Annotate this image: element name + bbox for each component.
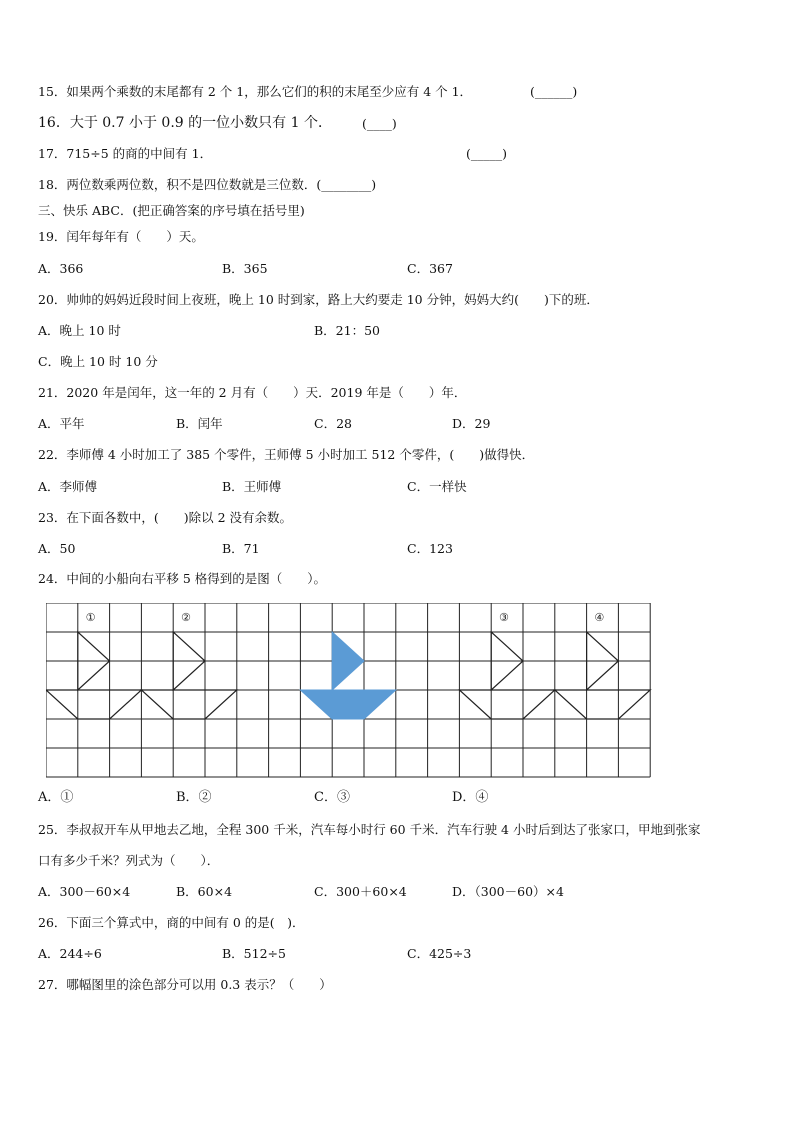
question-24-text: 24．中间的小船向右平移 5 格得到的是图（ ）。 (38, 571, 327, 586)
boat-1 (46, 632, 141, 719)
boat-2-hull (141, 690, 236, 719)
question-16-text: 16．大于 0.7 小于 0.9 的一位小数只有 1 个． (38, 115, 332, 131)
question-21 (38, 385, 466, 401)
question-16-answer[interactable]: (____) (362, 116, 397, 131)
boat-center-hull (300, 690, 395, 719)
figure-label-1: ① (85, 610, 96, 624)
question-16 (38, 115, 332, 131)
q20-option-a[interactable]: A．晚上 10 时 (38, 323, 121, 338)
question-18-text: 18．两位数乘两位数，积不是四位数就是三位数．(________) (38, 177, 377, 192)
question-17-text: 17．715÷5 的商的中间有 1． (38, 146, 213, 161)
figure-label-4: ④ (594, 610, 605, 624)
question-22-text: 22．李师傅 4 小时加工了 385 个零件，王师傅 5 小时加工 512 个零件，( )做得快． (38, 447, 535, 462)
question-21-text: 21．2020 年是闰年，这一年的 2 月有（ ）天．2019 年是（ ）年． (38, 385, 467, 400)
figure-labels (86, 611, 605, 624)
q19-option-a[interactable]: A．366 (38, 261, 84, 276)
question-18 (38, 177, 376, 193)
question-19 (38, 229, 204, 245)
q21-option-a[interactable]: A．平年 (38, 416, 85, 431)
q24-option-b[interactable]: B．② (176, 790, 212, 805)
question-17 (38, 146, 212, 162)
q24-option-d[interactable]: D．④ (452, 790, 489, 805)
section-3-heading (38, 203, 305, 219)
boats (46, 632, 650, 719)
boat-center-sail (332, 632, 364, 690)
q21-option-d[interactable]: D．29 (452, 416, 491, 431)
question-15 (38, 84, 472, 100)
question-15-answer[interactable]: (______) (530, 84, 578, 99)
boat-2 (141, 632, 236, 719)
question-24 (38, 571, 326, 587)
q26-option-c[interactable]: C．425÷3 (407, 946, 472, 961)
question-20-text: 20．帅帅的妈妈近段时间上夜班，晚上 10 时到家，路上大约要走 10 分钟，妈妈大约( )下的班． (38, 292, 599, 307)
q23-option-c[interactable]: C．123 (407, 541, 453, 556)
boat-center (300, 632, 395, 719)
question-25-text-2: 口有多少千米？列式为（ ）． (38, 853, 220, 868)
question-25-line-2 (38, 853, 219, 869)
q26-option-a[interactable]: A．244÷6 (38, 946, 102, 961)
q25-option-a[interactable]: A．300－60×4 (38, 884, 131, 899)
question-26 (38, 915, 305, 931)
figure-label-3: ③ (498, 610, 509, 624)
question-22 (38, 447, 534, 463)
q22-option-c[interactable]: C．一样快 (407, 479, 467, 494)
question-23-text: 23．在下面各数中，( )除以 2 没有余数。 (38, 510, 293, 525)
question-23 (38, 510, 292, 526)
boat-3 (459, 632, 554, 719)
question-26-text: 26．下面三个算式中，商的中间有 0 的是( )． (38, 915, 305, 930)
q25-option-b[interactable]: B．60×4 (176, 884, 233, 899)
q22-option-a[interactable]: A．李师傅 (38, 479, 98, 494)
boat-3-hull (459, 690, 554, 719)
q21-option-c[interactable]: C．28 (314, 416, 352, 431)
question-17-answer[interactable]: (_____) (466, 146, 508, 161)
q20-option-c[interactable]: C．晚上 10 时 10 分 (38, 354, 158, 369)
q23-option-b[interactable]: B．71 (222, 541, 260, 556)
q22-option-b[interactable]: B．王师傅 (222, 479, 282, 494)
boat-4-hull (555, 690, 650, 719)
question-27-text: 27．哪幅图里的涂色部分可以用 0.3 表示？（ ） (38, 977, 332, 992)
q25-option-c[interactable]: C．300＋60×4 (314, 884, 407, 899)
boat-4 (555, 632, 650, 719)
boat-1-hull (46, 690, 141, 719)
question-15-text: 15．如果两个乘数的末尾都有 2 个 1，那么它们的积的末尾至少应有 4 个 1． (38, 84, 473, 99)
q24-option-c[interactable]: C．③ (314, 790, 350, 805)
q26-option-b[interactable]: B．512÷5 (222, 946, 286, 961)
question-20 (38, 292, 599, 308)
q25-option-d[interactable]: D．（300－60）×4 (452, 884, 564, 899)
q20-option-b[interactable]: B．21：50 (314, 323, 380, 338)
question-27 (38, 977, 332, 993)
figure-label-2: ② (180, 610, 191, 624)
section-3-text: 三、快乐 ABC．(把正确答案的序号填在括号里) (38, 203, 305, 218)
q19-option-c[interactable]: C．367 (407, 261, 453, 276)
question-19-text: 19．闰年每年有（ ）天。 (38, 229, 204, 244)
question-25-line-1 (38, 822, 700, 838)
boat-grid-figure (46, 603, 656, 779)
q19-option-b[interactable]: B．365 (222, 261, 268, 276)
question-25-text-1: 25．李叔叔开车从甲地去乙地，全程 300 千米，汽车每小时行 60 千米．汽车行驶 4 小时后到达了张家口，甲地到张家 (38, 822, 701, 837)
q21-option-b[interactable]: B．闰年 (176, 416, 223, 431)
q24-option-a[interactable]: A．① (38, 790, 74, 805)
q23-option-a[interactable]: A．50 (38, 541, 76, 556)
